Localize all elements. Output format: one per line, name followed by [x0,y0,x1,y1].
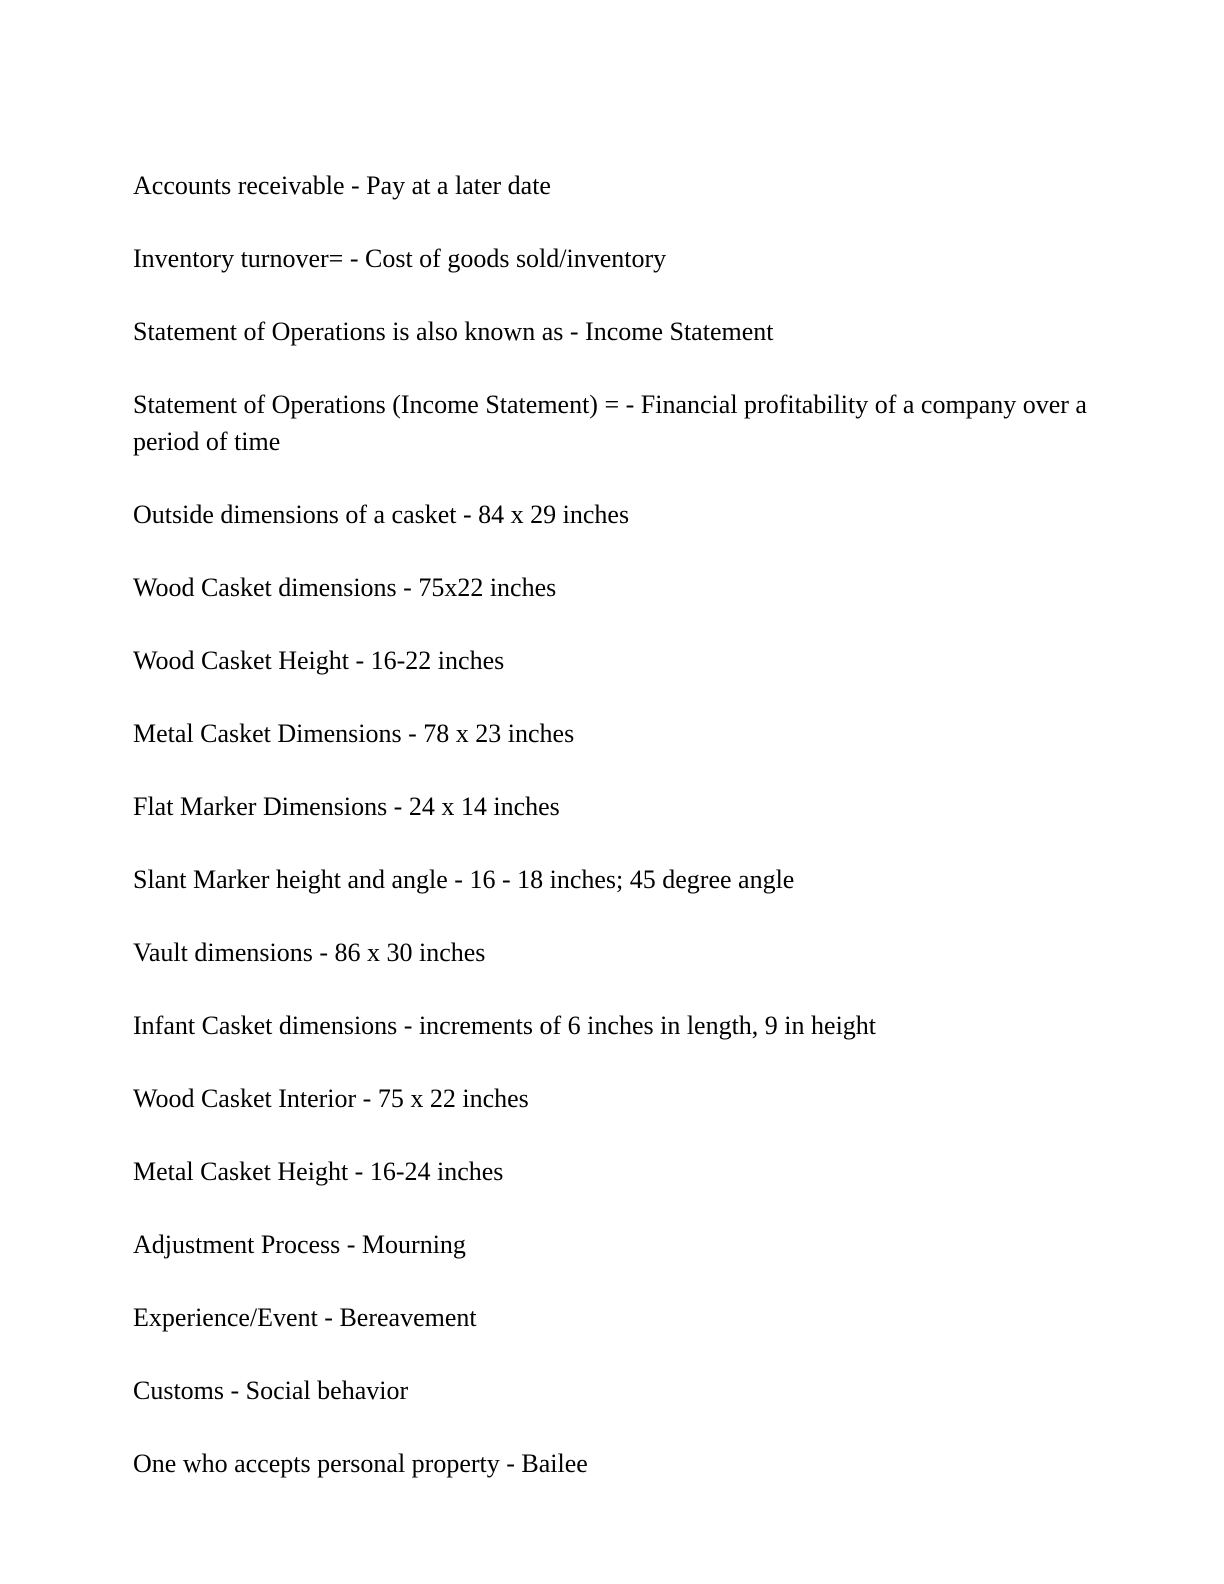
list-item: Accounts receivable - Pay at a later date [133,171,551,200]
list-item: Customs - Social behavior [133,1375,409,1405]
list-item: Wood Casket Interior - 75 x 22 inches [133,1083,529,1113]
list-item: Flat Marker Dimensions - 24 x 14 inches [133,791,560,821]
list-item: Wood Casket Height - 16-22 inches [133,645,505,675]
list-item: Outside dimensions of a casket - 84 x 29 inches [133,499,630,529]
entry-list [133,168,1093,1519]
list-item: Statement of Operations (Income Statement) = - Financial profitability of a company over a period of time [133,390,1087,456]
list-item: Wood Casket dimensions - 75x22 inches [133,572,557,602]
list-item: Vault dimensions - 86 x 30 inches [133,937,486,967]
list-item: One who accepts personal property - Bailee [133,1448,588,1478]
list-item: Adjustment Process - Mourning [133,1229,466,1259]
list-item: Experience/Event - Bereavement [133,1302,477,1332]
list-item: Infant Casket dimensions - increments of 6 inches in length, 9 in height [133,1010,877,1040]
list-item: Slant Marker height and angle - 16 - 18 inches; 45 degree angle [133,864,795,894]
list-item: Inventory turnover= - Cost of goods sold/inventory [133,244,667,273]
list-item: Statement of Operations is also known as - Income Statement [133,317,774,346]
list-item: Metal Casket Height - 16-24 inches [133,1156,504,1186]
list-item: Metal Casket Dimensions - 78 x 23 inches [133,718,575,748]
